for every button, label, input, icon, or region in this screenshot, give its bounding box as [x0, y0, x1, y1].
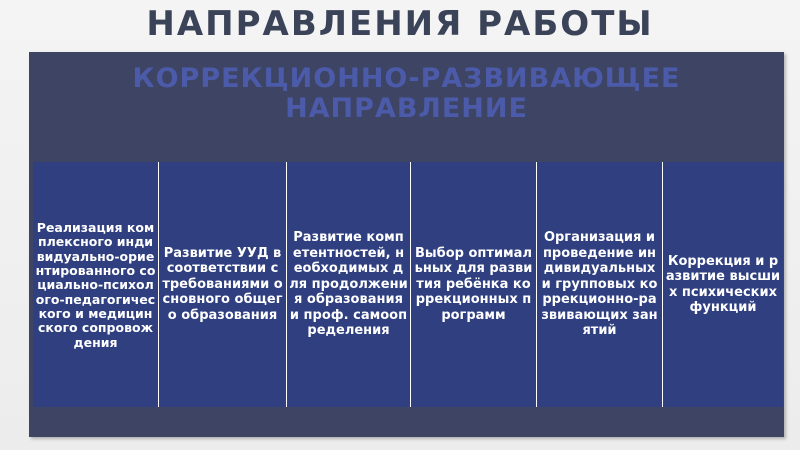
table-cell-text: Коррекция и развитие высших психических функций — [665, 253, 781, 315]
direction-header — [29, 52, 784, 152]
table-cell-text: Реализация комплексного индивидуально-ориентированного социально-психолого-педагогического и медицинского сопровождения — [35, 220, 156, 350]
directions-table — [33, 162, 783, 407]
direction-heading-line-2: НАПРАВЛЕНИЕ — [285, 93, 528, 124]
table-cell-functions — [663, 162, 783, 407]
table-cell-uud — [159, 162, 287, 407]
table-cell-text: Выбор оптимальных для развития ребёнка коррекционных программ — [414, 245, 533, 323]
direction-heading-line-1: КОРРЕКЦИОННО-РАЗВИВАЮЩЕЕ — [132, 63, 681, 94]
table-cell-competencies — [287, 162, 411, 407]
panel-footer-band — [29, 407, 784, 437]
table-cell-text: Развитие УУД в соответствии с требованиями основного общего образования — [162, 245, 283, 323]
table-cell-text: Организация и проведение индивидуальных и групповых коррекционно-развивающих занятий — [541, 230, 658, 339]
table-cell-text: Развитие компетентностей, необходимых для продолжения образования и проф. самоопределения — [289, 230, 408, 339]
slide-title: НАПРАВЛЕНИЯ РАБОТЫ — [146, 4, 654, 44]
direction-panel — [29, 52, 784, 437]
table-cell-lessons — [537, 162, 663, 407]
table-cell-support — [33, 162, 159, 407]
table-cell-programs — [411, 162, 537, 407]
